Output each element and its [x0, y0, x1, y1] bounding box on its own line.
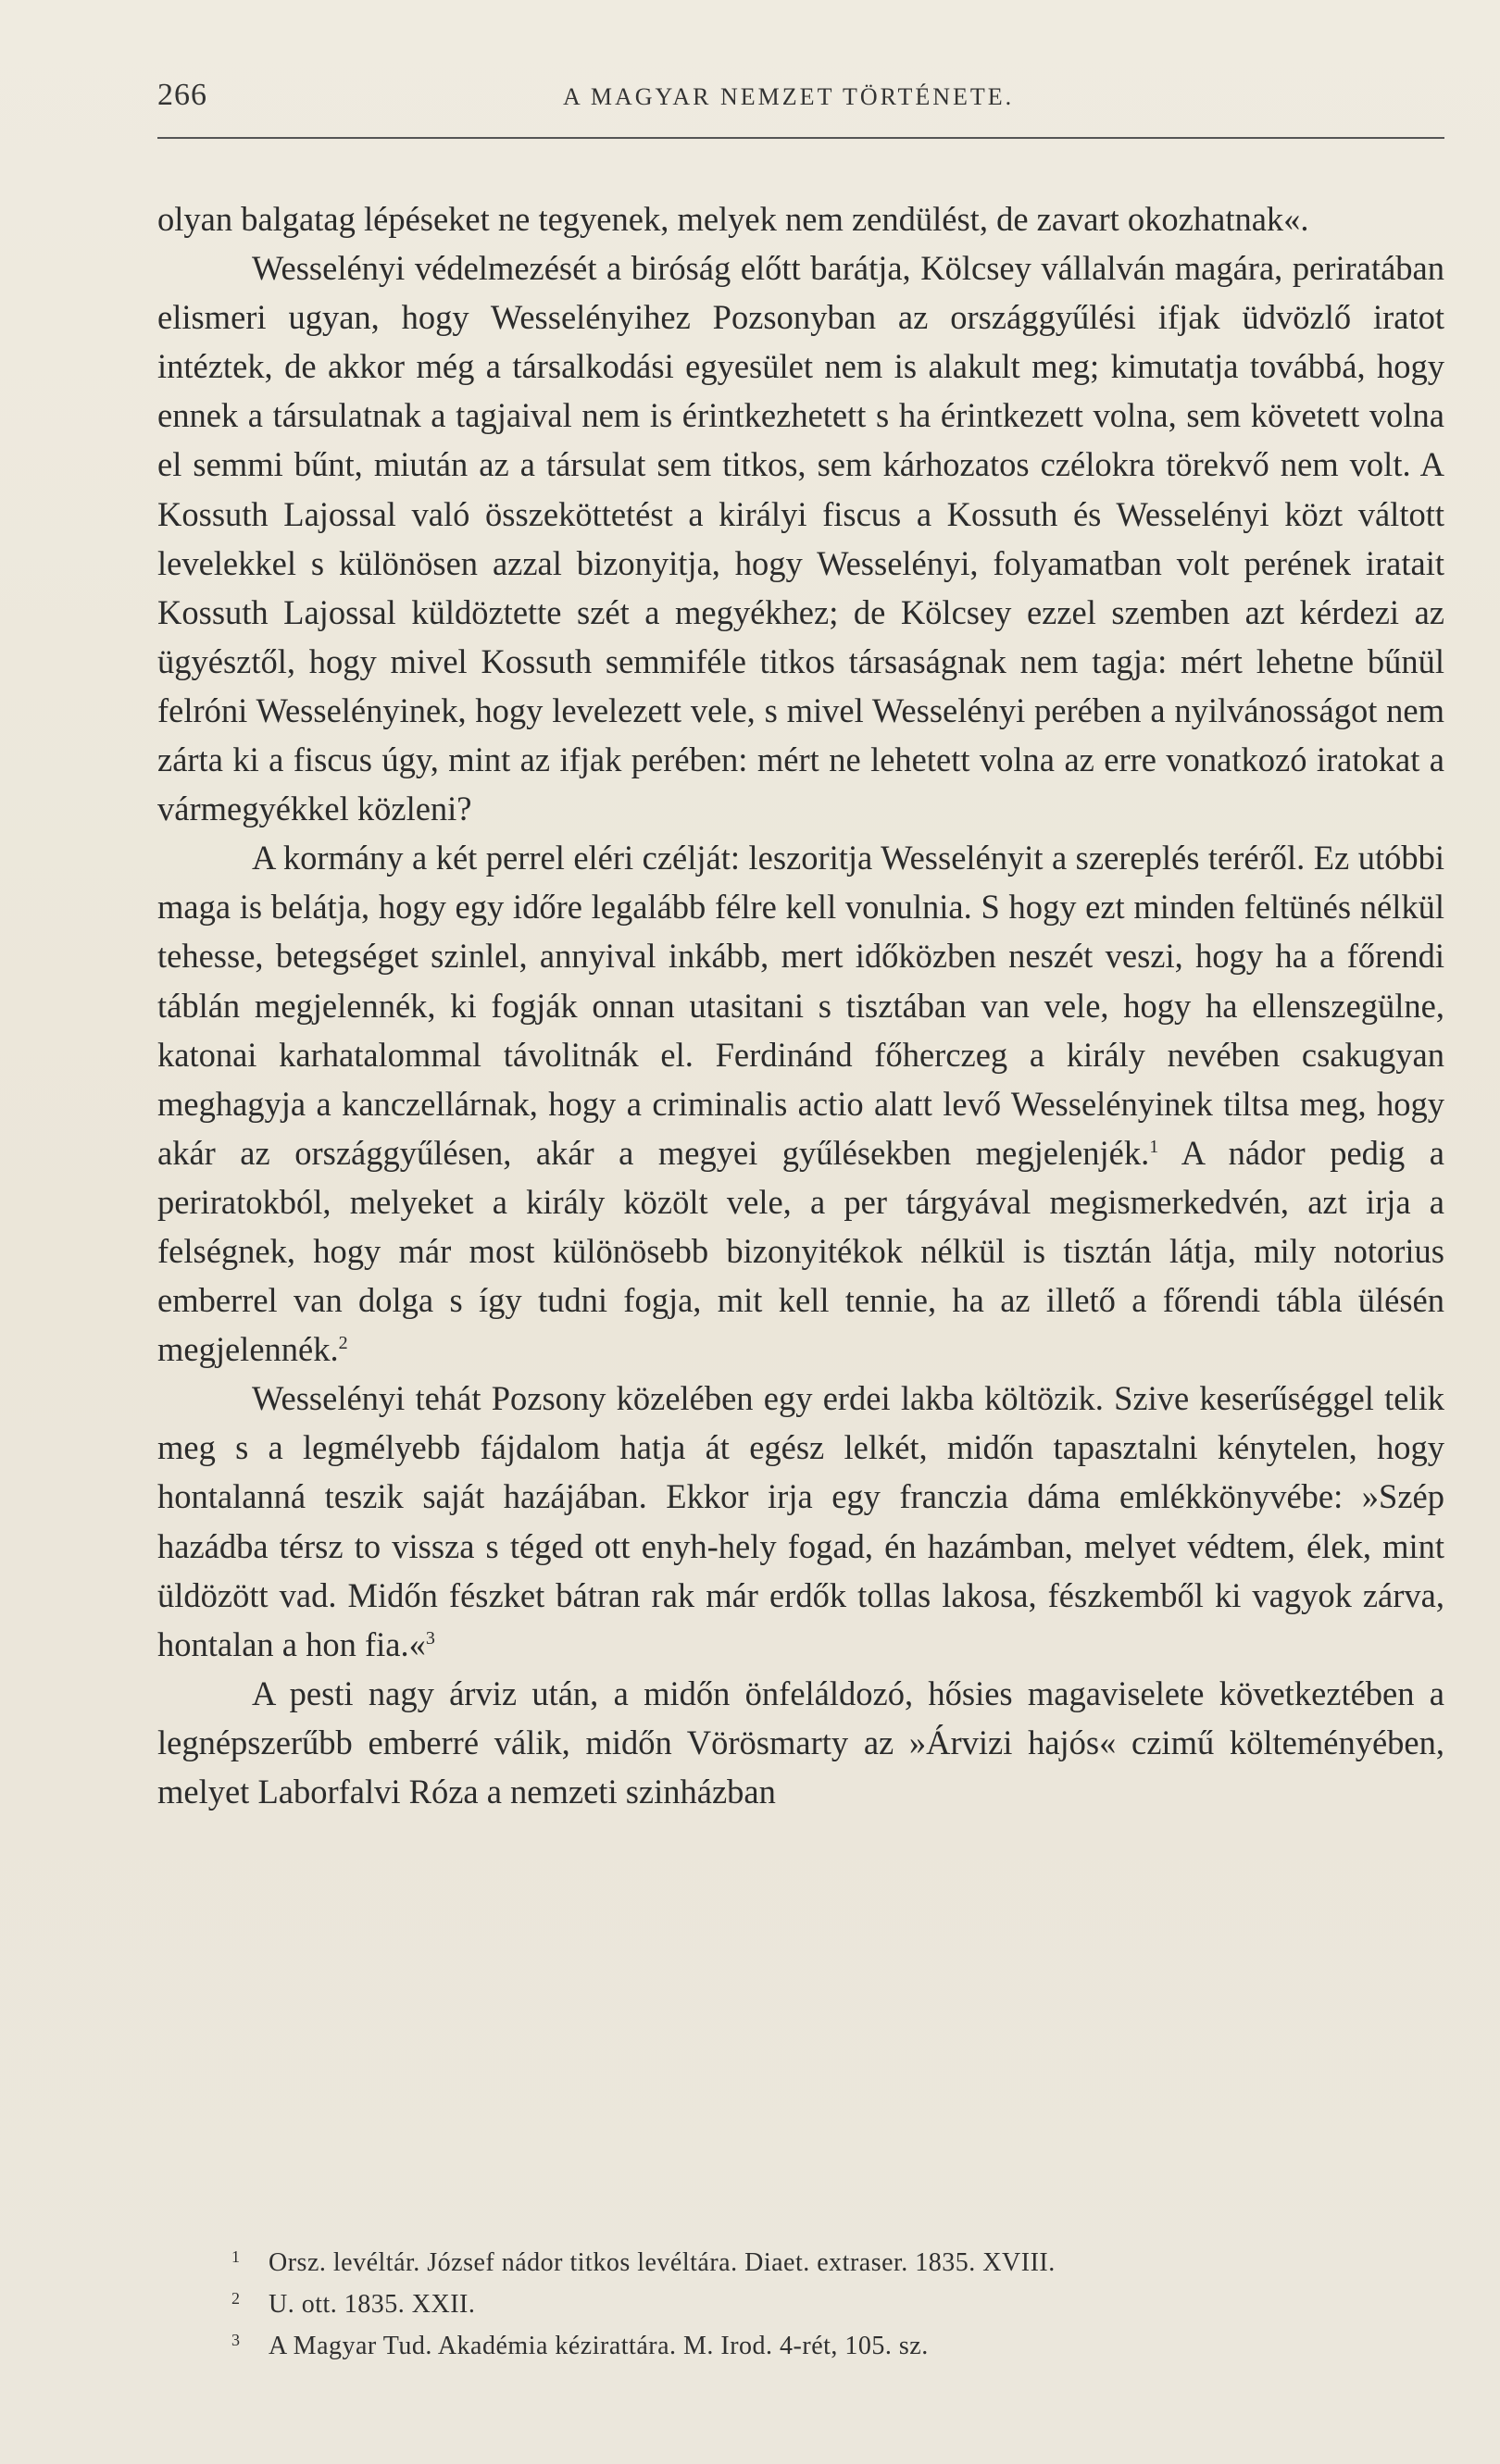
paragraph-text: A kormány a két perrel eléri czélját: leszoritja Wesselényit a szereplés teréről. Ez utóbbi maga is belátja, hogy egy időre legalább félre kell vonulnia. S hogy ezt minden feltünés nélkül tehesse, betegséget szinlel, annyival inkább, mert időközben neszét veszi, hogy ha a főrendi táblán megjelennék, ki fogják onnan utasitani s tisztában van vele, hogy ha ellenszegülne, katonai karhatalommal távolitnák el. Ferdinánd főherczeg a király nevében csakugyan meghagyja a kanczellárnak, hogy a criminalis actio alatt levő Wesselényinek tiltsa meg, hogy akár az országgyűlésen, akár a megyei gyűlésekben megjelenjék. [157, 839, 1444, 1172]
header-rule [157, 137, 1444, 139]
footnote-text: A Magyar Tud. Akadémia kézirattára. M. Irod. 4-rét, 105. sz. [269, 2332, 929, 2360]
footnote [231, 2325, 1389, 2367]
footnote-mark: 1 [231, 2247, 241, 2266]
paragraph-continuation [157, 194, 1444, 243]
footnote-ref: 1 [1149, 1136, 1159, 1157]
footnote-mark: 3 [231, 2331, 241, 2349]
footnote-text: Orsz. levéltár. József nádor titkos levéltára. Diaet. extraser. 1835. XVIII. [269, 2248, 1056, 2277]
footnote [231, 2242, 1389, 2284]
footnote-ref: 2 [338, 1333, 348, 1353]
page-header [157, 78, 1444, 133]
paragraph-text: Wesselényi védelmezését a biróság előtt barátja, Kölcsey vállalván magára, periratában elismeri ugyan, hogy Wesselényihez Pozsonyban az országgyűlési ifjak üdvözlő iratot intéztek, de akkor még a társalkodási egyesület nem is alakult meg; kimutatja továbbá, hogy ennek a társulatnak a tagjaival nem is érintkezhetett s ha érintkezett volna, sem követett volna el semmi bűnt, miután az a társulat sem titkos, sem kárhozatos czélokra törekvő nem volt. A Kossuth Lajossal való összeköttetést a királyi fiscus a Kossuth és Wesselényi közt váltott levelekkel s különösen azzal bizonyitja, hogy Wesselényi, folyamatban volt perének iratait Kossuth Lajossal küldöztette szét a megyékhez; de Kölcsey ezzel szemben azt kérdezi az ügyésztől, hogy mivel Kossuth semmiféle titkos társaságnak nem tagja: mért lehetne bűnül felróni Wesselényinek, hogy levelezett vele, s mivel Wesselényi perében a nyilvánosságot nem zárta ki a fiscus úgy, mint az ifjak perében: mért ne lehetett volna az erre vonatkozó iratokat a vármegyékkel közleni? [157, 249, 1444, 828]
paragraph-text: Wesselényi tehát Pozsony közelében egy erdei lakba költözik. Szive keserűséggel telik meg s a legmélyebb fájdalom hatja át egész lelkét, midőn tapasztalni kénytelen, hogy hontalanná teszik saját hazájában. Ekkor irja egy franczia dáma emlékkönyvébe: »Szép hazádba térsz to vissza s téged ott enyh-hely fogad, én hazámban, melyet védtem, élek, mint üldözött vad. Midőn fészket bátran rak már erdők tollas lakosa, fészkemből ki vagyok zárva, hontalan a hon fia.« [157, 1379, 1444, 1663]
paragraph-exile [157, 1374, 1444, 1669]
body-text [157, 194, 1444, 1816]
footnotes [231, 2242, 1389, 2367]
page-number: 266 [157, 78, 207, 112]
paragraph-defense [157, 243, 1444, 833]
paragraph-text: A pesti nagy árviz után, a midőn önfeláldozó, hősies magaviselete következtében a legnépszerűbb emberré válik, midőn Vörösmarty az »Árvizi hajós« czimű költeményében, melyet Laborfalvi Róza a nemzeti szinházban [157, 1674, 1444, 1811]
footnote-mark: 2 [231, 2289, 241, 2308]
running-title: A MAGYAR NEMZET TÖRTÉNETE. [563, 83, 1015, 110]
paragraph-flood [157, 1669, 1444, 1816]
paragraph-text: A nádor pedig a periratokból, melyeket a király közölt vele, a per tárgyával megismerkedvén, azt irja a felségnek, hogy már most különösebb bizonyitékok nélkül is tisztán látja, mily notorius emberrel van dolga s így tudni fogja, mit kell tennie, ha az illető a főrendi tábla ülésén megjelennék. [157, 1133, 1444, 1369]
footnote [231, 2284, 1389, 2325]
paragraph-government [157, 833, 1444, 1374]
paragraph-text: olyan balgatag lépéseket ne tegyenek, melyek nem zendülést, de zavart okozhatnak«. [157, 200, 1309, 238]
footnote-text: U. ott. 1835. XXII. [269, 2290, 476, 2319]
footnote-ref: 3 [425, 1627, 435, 1649]
